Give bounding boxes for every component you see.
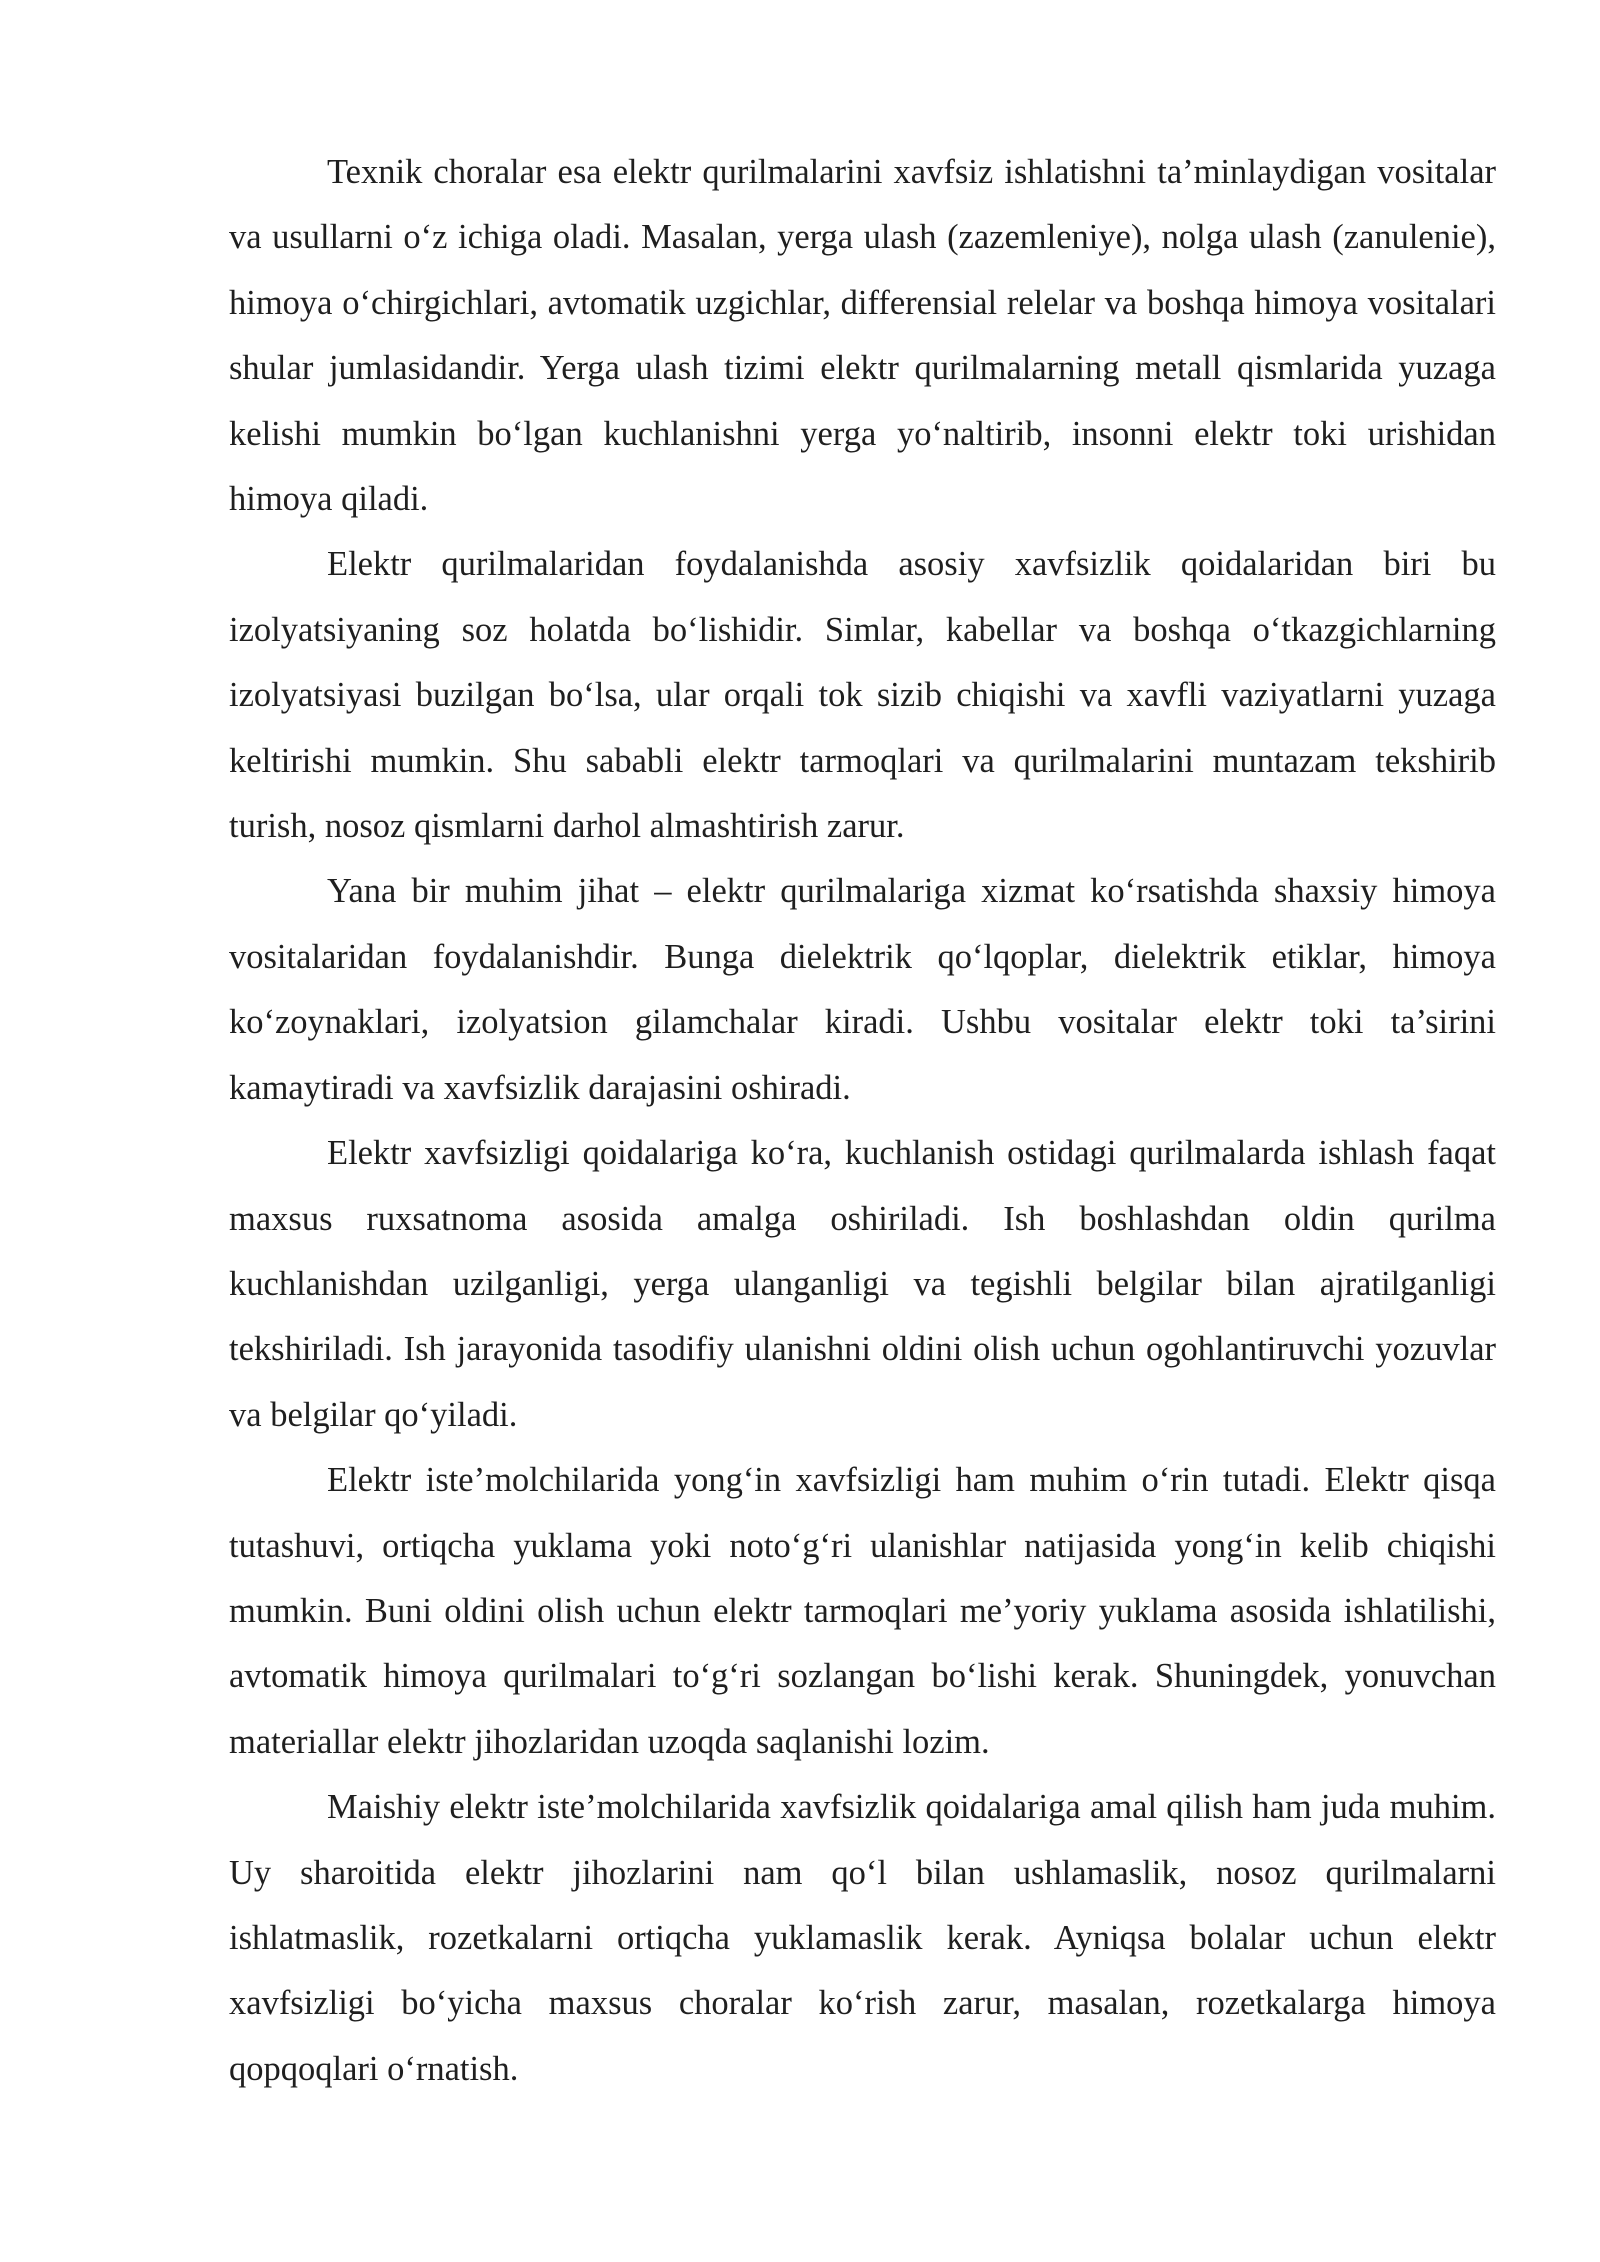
document-page [229, 140, 1496, 2102]
paragraph-technical-measures: Texnik choralar esa elektr qurilmalarini xavfsiz ishlatishni ta’minlaydigan vositalar va usullarni o‘z ichiga oladi. Masalan, yerga ulash (zazemleniye), nolga ulash (zanulenie), himoya o‘chirgichlari, avtomatik uzgichlar, differensial relelar va boshqa himoya vositalari shular jumlasidandir. Yerga ulash tizimi elektr qurilmalarning metall qismlarida yuzaga kelishi mumkin bo‘lgan kuchlanishni yerga yo‘naltirib, insonni elektr toki urishidan himoya qiladi. [229, 153, 1496, 519]
paragraph-personal-protection: Yana bir muhim jihat – elektr qurilmalariga xizmat ko‘rsatishda shaxsiy himoya vositalaridan foydalanishdir. Bunga dielektrik qo‘lqoplar, dielektrik etiklar, himoya ko‘zoynaklari, izolyatsion gilamchalar kiradi. Ushbu vositalar elektr toki ta’sirini kamaytiradi va xavfsizlik darajasini oshiradi. [229, 872, 1496, 1107]
paragraph-fire-safety: Elektr iste’molchilarida yong‘in xavfsizligi ham muhim o‘rin tutadi. Elektr qisqa tutashuvi, ortiqcha yuklama yoki noto‘g‘ri ulanishlar natijasida yong‘in kelib chiqishi mumkin. Buni oldini olish uchun elektr tarmoqlari me’yoriy yuklama asosida ishlatilishi, avtomatik himoya qurilmalari to‘g‘ri sozlangan bo‘lishi kerak. Shuningdek, yonuvchan materiallar elektr jihozlaridan uzoqda saqlanishi lozim. [229, 1461, 1496, 1761]
paragraph-household-safety: Maishiy elektr iste’molchilarida xavfsizlik qoidalariga amal qilish ham juda muhim. Uy sharoitida elektr jihozlarini nam qo‘l bilan ushlamaslik, nosoz qurilmalarni ishlatmaslik, rozetkalarni ortiqcha yuklamaslik kerak. Ayniqsa bolalar uchun elektr xavfsizligi bo‘yicha maxsus choralar ko‘rish zarur, masalan, rozetkalarga himoya qopqoqlari o‘rnatish. [229, 1788, 1496, 2088]
paragraph-insulation: Elektr qurilmalaridan foydalanishda asosiy xavfsizlik qoidalaridan biri bu izolyatsiyaning soz holatda bo‘lishidir. Simlar, kabellar va boshqa o‘tkazgichlarning izolyatsiyasi buzilgan bo‘lsa, ular orqali tok sizib chiqishi va xavfli vaziyatlarni yuzaga keltirishi mumkin. Shu sababli elektr tarmoqlari va qurilmalarini muntazam tekshirib turish, nosoz qismlarni darhol almashtirish zarur. [229, 545, 1496, 846]
paragraph-work-permit: Elektr xavfsizligi qoidalariga ko‘ra, kuchlanish ostidagi qurilmalarda ishlash faqat maxsus ruxsatnoma asosida amalga oshiriladi. Ish boshlashdan oldin qurilma kuchlanishdan uzilganligi, yerga ulanganligi va tegishli belgilar bilan ajratilganligi tekshiriladi. Ish jarayonida tasodifiy ulanishni oldini olish uchun ogohlantiruvchi yozuvlar va belgilar qo‘yiladi. [229, 1134, 1496, 1434]
